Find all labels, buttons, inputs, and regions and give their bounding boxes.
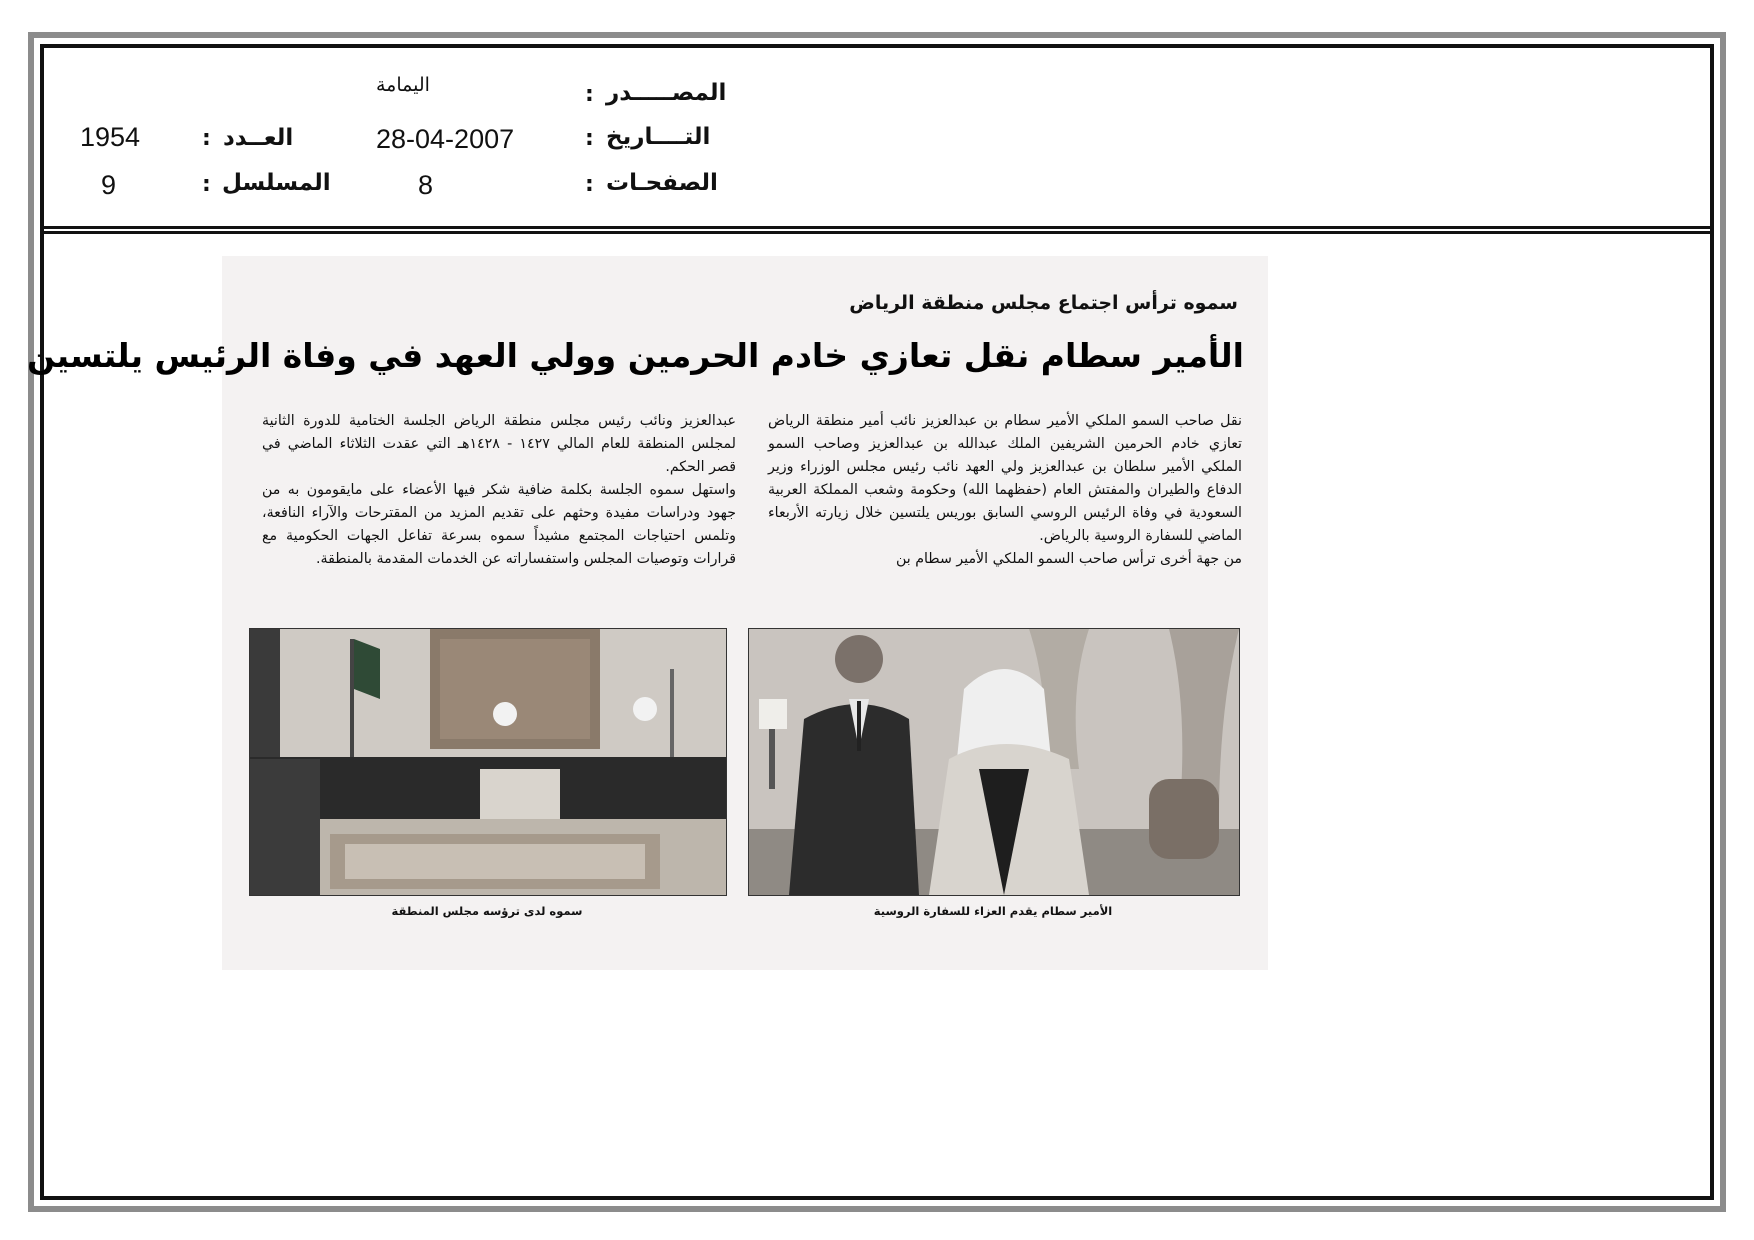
council-photo-image — [250, 629, 726, 895]
issue-value: 1954 — [80, 122, 141, 152]
article-column-right — [768, 410, 1242, 571]
pages-colon: : — [585, 172, 594, 197]
article-column-left — [262, 410, 736, 571]
serial-value: 9 — [101, 170, 117, 200]
article-paragraph: واستهل سموه الجلسة بكلمة ضافية شكر فيها الأعضاء على مايقومون به من جهود ودراسات مفيدة وحثهم على تقديم المزيد من المقترحات والآراء النافعة، وتلمس احتياجات المجتمع مشيداً سموه بسرعة تفاعل الجهات الحكومية مع قرارات وتوصيات المجلس واستفساراته عن الخدمات المقدمة بالمنطقة. — [262, 482, 736, 567]
caption-council: سموه لدى ترؤسه مجلس المنطقة — [391, 904, 583, 918]
photo-council-meeting — [249, 628, 727, 896]
pages-value: 8 — [418, 170, 434, 200]
header-divider — [40, 226, 1714, 234]
issue-colon: : — [202, 126, 211, 151]
source-colon: : — [585, 82, 594, 107]
issue-label: العــدد — [223, 125, 294, 151]
serial-colon: : — [202, 172, 211, 197]
source-value: اليمامة — [376, 74, 430, 96]
condolence-photo-image — [749, 629, 1239, 895]
article-paragraph: عبدالعزيز ونائب رئيس مجلس منطقة الرياض الجلسة الختامية للدورة الثانية لمجلس المنطقة للعام المالي ١٤٢٧ - ١٤٢٨هـ التي عقدت الثلاثاء الماضي في قصر الحكم. — [262, 413, 736, 475]
newspaper-clipping — [26, 256, 1268, 970]
article-kicker: سموه ترأس اجتماع مجلس منطقة الرياض — [849, 292, 1238, 314]
caption-condolence: الأمير سطام يقدم العزاء للسفارة الروسية — [873, 904, 1113, 918]
source-label: المصـــــدر — [606, 80, 727, 106]
date-label: التــــاريخ — [606, 124, 711, 150]
article-paragraph: من جهة أخرى ترأس صاحب السمو الملكي الأمير سطام بن — [895, 551, 1242, 567]
date-colon: : — [585, 126, 594, 151]
photo-condolence-visit — [748, 628, 1240, 896]
serial-label: المسلسل — [222, 170, 331, 196]
article-headline: الأمير سطام نقل تعازي خادم الحرمين وولي العهد في وفاة الرئيس يلتسين — [26, 336, 1244, 375]
date-value: 28-04-2007 — [376, 124, 515, 154]
article-paragraph: نقل صاحب السمو الملكي الأمير سطام بن عبدالعزيز نائب أمير منطقة الرياض تعازي خادم الحرمين الشريفين الملك عبدالله بن عبدالعزيز وصاحب السمو الملكي الأمير سلطان بن عبدالعزيز ولي العهد نائب رئيس مجلس الوزراء وزير الدفاع والطيران والمفتش العام (حفظهما الله) وحكومة وشعب المملكة العربية السعودية في وفاة الرئيس الروسي السابق بوريس يلتسين خلال زيارته الأربعاء الماضي للسفارة الروسية بالرياض. — [768, 413, 1242, 544]
pages-label: الصفحـات — [606, 170, 718, 196]
